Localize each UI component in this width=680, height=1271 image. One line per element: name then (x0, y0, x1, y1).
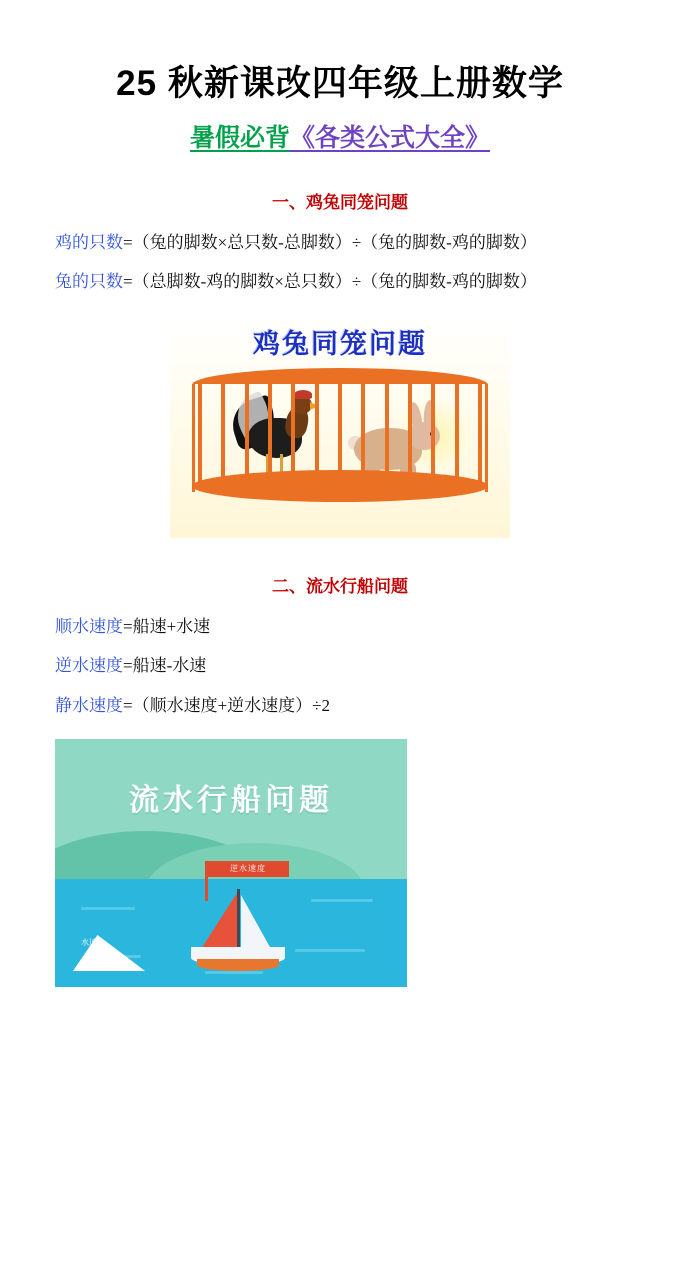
formula-line (55, 611, 625, 642)
formula-rhs: =（兔的脚数×总只数-总脚数）÷（兔的脚数-鸡的脚数） (123, 232, 537, 252)
section-heading-1: 一、鸡兔同笼问题 (272, 192, 408, 212)
formula-lhs: 鸡的只数 (55, 232, 123, 252)
formula-rhs: =船速-水速 (123, 656, 207, 676)
page-subtitle (55, 118, 625, 154)
wave-line (81, 907, 135, 910)
iceberg-label: 水速 (81, 937, 97, 947)
wave-line (295, 949, 365, 952)
formula-rhs: =船速+水速 (123, 616, 211, 636)
formula-line (55, 690, 625, 721)
formula-line (55, 266, 625, 297)
formula-lhs: 顺水速度 (55, 616, 123, 636)
cage-figure-caption: 鸡兔同笼问题 (253, 328, 427, 359)
boat-figure-caption: 流水行船问题 (129, 783, 333, 817)
formula-line (55, 650, 625, 681)
boat-river-illustration (55, 739, 407, 987)
formula-rhs: =（总脚数-鸡的脚数×总只数）÷（兔的脚数-鸡的脚数） (123, 272, 537, 292)
cage-bottom-rim (192, 470, 488, 502)
flag-banner-label: 逆水速度 (230, 863, 266, 873)
page-title: 25 秋新课改四年级上册数学 (116, 64, 564, 103)
formula-line (55, 227, 625, 258)
subtitle-green-text: 暑假必背 (189, 123, 290, 152)
sailboat-illustration (183, 889, 293, 975)
document-page (0, 62, 680, 1271)
formula-lhs: 逆水速度 (55, 656, 123, 676)
section-heading-2: 二、流水行船问题 (272, 576, 408, 596)
formula-lhs: 兔的只数 (55, 272, 123, 292)
subtitle-purple-text: 《各类公式大全》 (290, 123, 491, 152)
formula-lhs: 静水速度 (55, 695, 123, 715)
formula-rhs: =（顺水速度+逆水速度）÷2 (123, 695, 331, 715)
chicken-rabbit-cage-illustration (170, 320, 510, 538)
wave-line (311, 899, 373, 902)
